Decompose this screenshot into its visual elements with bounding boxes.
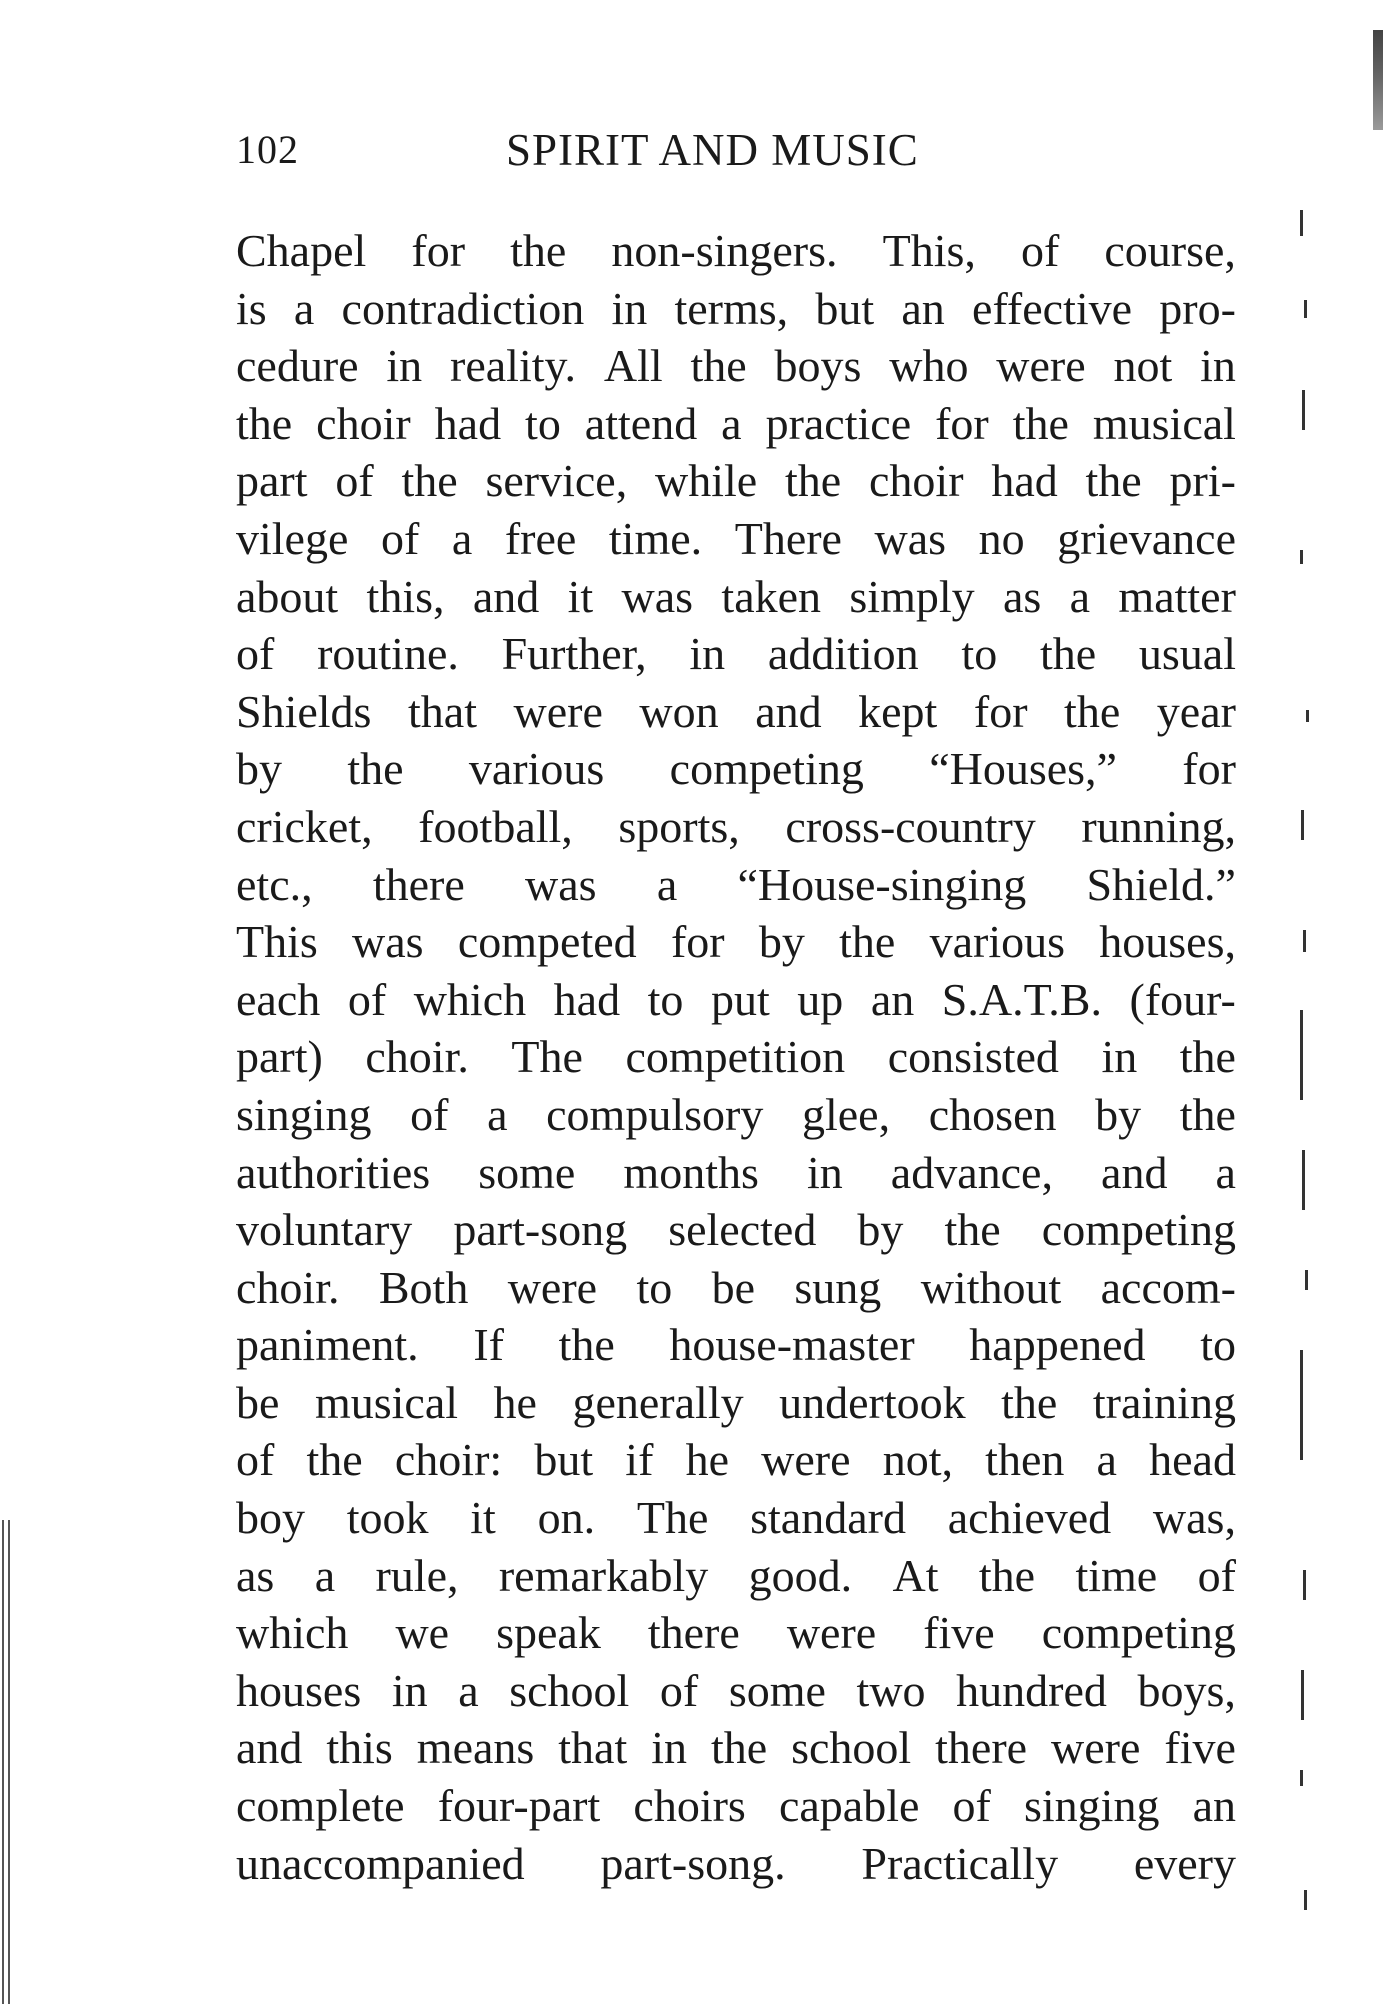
scan-speck <box>1305 1270 1308 1290</box>
text-line: cedure in reality. All the boys who were not in <box>236 340 1236 392</box>
running-title: SPIRIT AND MUSIC <box>506 125 919 175</box>
scan-speck <box>1304 1890 1307 1910</box>
text-line: This was competed for by the various houses, <box>236 916 1236 968</box>
text-line: etc., there was a “House-singing Shield.” <box>236 858 1236 910</box>
text-line: by the various competing “Houses,” for <box>236 743 1236 795</box>
text-line: be musical he generally undertook the training <box>236 1376 1236 1428</box>
text-line: of routine. Further, in addition to the usual <box>236 628 1236 680</box>
scan-binding-lines <box>0 1520 12 2004</box>
text-line: part of the service, while the choir had the pri- <box>236 455 1236 507</box>
scan-edge-artifact <box>1373 30 1383 130</box>
scan-speck <box>1304 300 1307 318</box>
scan-speck <box>1303 930 1306 952</box>
scan-speck <box>1300 550 1303 564</box>
text-line: of the choir: but if he were not, then a head <box>236 1434 1236 1486</box>
text-line: as a rule, remarkably good. At the time of <box>236 1549 1236 1601</box>
text-line: part) choir. The competition consisted in the <box>236 1031 1236 1083</box>
scan-speck <box>1300 1010 1303 1100</box>
scan-speck <box>1300 1770 1303 1786</box>
text-line: the choir had to attend a practice for the musical <box>236 397 1236 449</box>
scan-margin-specks <box>1300 150 1320 1970</box>
text-line: cricket, football, sports, cross-country running, <box>236 800 1236 852</box>
text-line: each of which had to put up an S.A.T.B. (four- <box>236 973 1236 1025</box>
scan-speck <box>1301 1670 1304 1720</box>
text-line: about this, and it was taken simply as a matter <box>236 570 1236 622</box>
text-line: choir. Both were to be sung without accom- <box>236 1261 1236 1313</box>
text-line: authorities some months in advance, and a <box>236 1146 1236 1198</box>
text-line: and this means that in the school there were five <box>236 1722 1236 1774</box>
text-line: Chapel for the non-singers. This, of course, <box>236 225 1236 276</box>
scan-speck <box>1300 210 1303 236</box>
text-line: complete four-part choirs capable of singing an <box>236 1780 1236 1832</box>
scan-speck <box>1303 1570 1306 1600</box>
text-line: voluntary part-song selected by the competing <box>236 1204 1236 1256</box>
text-line: Shields that were won and kept for the year <box>236 685 1236 737</box>
text-line: singing of a compulsory glee, chosen by the <box>236 1088 1236 1140</box>
text-line: is a contradiction in terms, but an effective pro- <box>236 282 1236 334</box>
page-number: 102 <box>236 127 299 172</box>
text-line: boy took it on. The standard achieved was, <box>236 1492 1236 1544</box>
scan-speck <box>1301 810 1304 840</box>
scan-speck <box>1302 390 1305 430</box>
scan-speck <box>1302 1150 1305 1210</box>
scan-speck <box>1306 710 1309 722</box>
text-line: paniment. If the house-master happened to <box>236 1319 1236 1371</box>
text-line: unaccompanied part-song. Practically every <box>236 1837 1236 1889</box>
running-head <box>236 120 1236 180</box>
body-text <box>236 222 1236 1892</box>
scan-speck <box>1300 1350 1303 1460</box>
text-line: which we speak there were five competing <box>236 1607 1236 1659</box>
text-line: houses in a school of some two hundred boys, <box>236 1664 1236 1716</box>
text-line: vilege of a free time. There was no grievance <box>236 512 1236 564</box>
